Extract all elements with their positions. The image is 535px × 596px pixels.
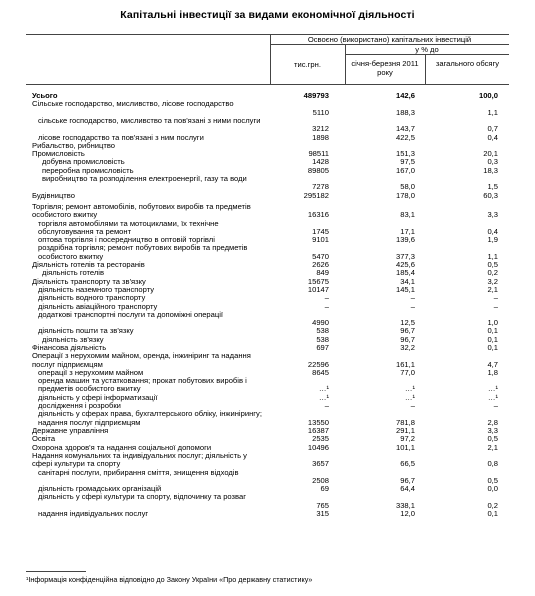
row-label: дослідження і розробки bbox=[38, 401, 121, 411]
row-value-c3: 3,3 bbox=[487, 210, 498, 220]
row-value-c3: 2,1 bbox=[487, 284, 498, 294]
row-value-c1: 538 bbox=[316, 334, 329, 344]
row-value-c2: 291,1 bbox=[395, 426, 415, 435]
table-row bbox=[32, 192, 510, 200]
row-value-c2: 145,1 bbox=[395, 284, 415, 294]
table-row bbox=[32, 469, 510, 486]
row-label: Фінансова діяльність bbox=[32, 343, 107, 352]
row-value-c2: 83,1 bbox=[400, 210, 415, 220]
row-value-c1: 22596 bbox=[307, 359, 329, 369]
row-value-c3: 0,2 bbox=[487, 268, 498, 278]
row-label: оренда машин та устатковання; прокат побутових виробів і предметів особистого вжитку bbox=[38, 376, 247, 394]
row-value-c1: – bbox=[324, 401, 329, 411]
row-value-c2: 64,4 bbox=[400, 484, 415, 494]
row-value-c2: 151,3 bbox=[395, 149, 415, 159]
row-value-c3: …¹ bbox=[487, 392, 498, 402]
row-label: роздрібна торгівля; ремонт побутових виробів та предметів особистого вжитку bbox=[38, 243, 248, 261]
row-label: Рибальство, рибництво bbox=[32, 140, 116, 150]
row-value-c2: 17,1 bbox=[400, 226, 415, 236]
row-value-c2: 185,4 bbox=[395, 268, 415, 278]
row-value-c3: 1,5 bbox=[487, 182, 498, 192]
row-value-c2: 167,0 bbox=[395, 165, 415, 175]
row-value-c3: 2,1 bbox=[487, 442, 498, 452]
row-label: діяльність авіаційного транспорту bbox=[38, 301, 158, 311]
table-row bbox=[32, 244, 510, 261]
row-label: виробництво та розподілення електроенергії, газу та води bbox=[42, 174, 247, 183]
row-label: діяльність пошти та зв'язку bbox=[38, 326, 134, 336]
row-value-c3: 0,1 bbox=[487, 334, 498, 344]
row-value-c2: 12,5 bbox=[400, 318, 415, 328]
row-value-c3: 1,1 bbox=[487, 107, 498, 117]
row-value-c2: 188,3 bbox=[395, 107, 415, 117]
row-value-c2: 142,6 bbox=[395, 91, 415, 100]
row-value-c1: 1898 bbox=[312, 132, 329, 142]
row-value-c1: 489793 bbox=[303, 91, 329, 100]
row-value-c1: 315 bbox=[316, 509, 329, 518]
row-value-c2: 32,2 bbox=[400, 343, 415, 352]
row-label: операції з нерухомим майном bbox=[38, 367, 144, 377]
row-label: Діяльність транспорту та зв'язку bbox=[32, 276, 146, 286]
row-label: Надання комунальних та індивідуальних послуг; діяльність у сфері культури та спорту bbox=[32, 450, 247, 469]
row-value-c1: – bbox=[324, 293, 329, 303]
row-value-c3: 1,9 bbox=[487, 235, 498, 245]
row-label: переробна промисловість bbox=[42, 165, 134, 175]
table-row bbox=[32, 142, 510, 150]
row-label: Операції з нерухомим майном, оренда, інжиніринг та надання послуг підприємцям bbox=[32, 351, 251, 369]
row-value-c2: 161,1 bbox=[395, 359, 415, 369]
table-row bbox=[32, 352, 510, 369]
row-value-c1: 10147 bbox=[307, 284, 329, 294]
table-row bbox=[32, 452, 510, 469]
row-value-c3: 1,1 bbox=[487, 251, 498, 261]
row-value-c2: 96,7 bbox=[400, 334, 415, 344]
header-col3: загального обсягу bbox=[435, 59, 500, 68]
row-label: діяльність готелів bbox=[42, 268, 105, 278]
row-label: надання індивідуальних послуг bbox=[38, 509, 149, 518]
row-label: діяльність у сфері культури та спорту, відпочинку та розваг bbox=[38, 492, 246, 502]
row-value-c2: 12,0 bbox=[400, 509, 415, 518]
row-value-c1: 2535 bbox=[312, 434, 329, 444]
row-label: діяльність у сферах права, бухгалтерського обліку, інжинірингу; надання послуг підприємцям bbox=[38, 409, 262, 427]
row-label: Охорона здоров'я та надання соціальної допомоги bbox=[32, 442, 212, 452]
row-value-c3: 0,7 bbox=[487, 124, 498, 134]
header-group: Освоєно (використано) капітальних інвестицій bbox=[307, 35, 472, 44]
row-value-c3: 0,4 bbox=[487, 226, 498, 236]
row-label: додаткові транспортні послуги та допоміжні операції bbox=[38, 309, 224, 319]
row-value-c2: …¹ bbox=[404, 384, 415, 394]
row-value-c2: 77,0 bbox=[400, 367, 415, 377]
row-value-c3: – bbox=[493, 293, 498, 303]
header-pct-rule bbox=[345, 54, 509, 55]
row-value-c2: 96,7 bbox=[400, 475, 415, 485]
row-value-c1: 16316 bbox=[307, 210, 329, 220]
row-value-c3: – bbox=[493, 401, 498, 411]
table-row bbox=[32, 100, 510, 117]
row-value-c2: 338,1 bbox=[395, 500, 415, 510]
row-label: діяльність наземного транспорту bbox=[38, 284, 155, 294]
row-value-c3: 20,1 bbox=[483, 149, 498, 159]
row-value-c3: 0,4 bbox=[487, 132, 498, 142]
row-value-c1: 10496 bbox=[307, 442, 329, 452]
row-value-c2: 143,7 bbox=[395, 124, 415, 134]
row-value-c1: 1428 bbox=[312, 157, 329, 167]
row-value-c3: 0,5 bbox=[487, 475, 498, 485]
row-value-c3: 0,5 bbox=[487, 260, 498, 269]
row-value-c1: …¹ bbox=[318, 392, 329, 402]
row-value-c1: 5470 bbox=[312, 251, 329, 261]
table-row bbox=[32, 117, 510, 134]
row-value-c3: 1,0 bbox=[487, 318, 498, 328]
row-value-c1: 3212 bbox=[312, 124, 329, 134]
row-value-c3: 0,8 bbox=[487, 459, 498, 469]
row-value-c2: …¹ bbox=[404, 392, 415, 402]
row-value-c2: 139,6 bbox=[395, 235, 415, 245]
row-label: торгівля автомобілями та мотоциклами, їх технічне обслуговування та ремонт bbox=[38, 218, 219, 236]
row-value-c1: 98511 bbox=[308, 149, 329, 159]
table-row bbox=[32, 377, 510, 394]
row-value-c1: 1745 bbox=[312, 226, 329, 236]
row-value-c2: 422,5 bbox=[395, 132, 415, 142]
header-pct: у % до bbox=[415, 45, 439, 54]
row-value-c2: 101,1 bbox=[395, 442, 415, 452]
page-title: Капітальні інвестиції за видами економічної діяльності bbox=[120, 9, 415, 21]
row-value-c3: 100,0 bbox=[478, 91, 498, 100]
row-value-c3: 18,3 bbox=[483, 165, 498, 175]
row-label: Будівництво bbox=[32, 190, 75, 200]
header-col1: тис.грн. bbox=[294, 60, 321, 69]
row-value-c3: 3,2 bbox=[487, 276, 498, 286]
row-label: діяльність зв'язку bbox=[42, 334, 104, 344]
row-value-c1: 9101 bbox=[312, 235, 329, 245]
row-value-c1: 16387 bbox=[307, 426, 329, 435]
row-label: Державне управління bbox=[32, 426, 109, 435]
row-label: Діяльність готелів та ресторанів bbox=[32, 260, 145, 269]
row-value-c2: 97,5 bbox=[400, 157, 415, 167]
row-value-c3: 0,3 bbox=[487, 157, 498, 167]
table-row bbox=[32, 311, 510, 328]
row-value-c2: 34,1 bbox=[400, 276, 415, 286]
row-value-c1: 765 bbox=[316, 500, 329, 510]
row-value-c1: 2626 bbox=[312, 260, 329, 269]
table-row bbox=[32, 175, 510, 192]
header-vline-right bbox=[425, 54, 426, 84]
row-value-c2: – bbox=[410, 293, 415, 303]
footnote: ¹Інформація конфіденційна відповідно до Закону України «Про державну статистику» bbox=[26, 575, 313, 584]
row-value-c1: 697 bbox=[316, 343, 329, 352]
row-label: Освіта bbox=[32, 434, 56, 444]
row-value-c3: 0,0 bbox=[487, 484, 498, 494]
row-value-c3: 0,1 bbox=[487, 326, 498, 336]
row-label: діяльність водного транспорту bbox=[38, 293, 146, 303]
row-value-c1: 3657 bbox=[312, 459, 329, 469]
row-value-c2: – bbox=[410, 301, 415, 311]
row-label: Торгівля; ремонт автомобілів, побутових виробів та предметів особистого вжитку bbox=[32, 201, 251, 220]
row-value-c1: 7278 bbox=[312, 182, 329, 192]
row-label: сільське господарство, мисливство та пов'язані з ними послуги bbox=[38, 115, 261, 125]
row-value-c3: 1,8 bbox=[487, 367, 498, 377]
row-label: діяльність громадських організацій bbox=[38, 484, 162, 494]
row-value-c1: 15675 bbox=[307, 276, 329, 286]
row-label: оптова торгівля і посередництво в оптовій торгівлі bbox=[38, 235, 215, 245]
row-value-c2: 781,8 bbox=[395, 417, 415, 427]
table-row bbox=[32, 427, 510, 435]
row-value-c1: 538 bbox=[316, 326, 329, 336]
row-value-c1: 8645 bbox=[312, 367, 329, 377]
table-row bbox=[32, 510, 510, 518]
row-label: Сільське господарство, мисливство, лісове господарство bbox=[32, 99, 234, 109]
row-value-c3: 60,3 bbox=[483, 190, 498, 200]
row-value-c3: 4,7 bbox=[487, 359, 498, 369]
row-value-c3: – bbox=[493, 301, 498, 311]
row-value-c2: 96,7 bbox=[400, 326, 415, 336]
table-row bbox=[32, 410, 510, 427]
header-col2: січня-березня 2011 року bbox=[351, 59, 419, 77]
row-value-c1: 4990 bbox=[312, 318, 329, 328]
row-value-c3: 0,2 bbox=[487, 500, 498, 510]
table-row bbox=[32, 203, 510, 220]
row-label: добувна промисловість bbox=[42, 157, 125, 167]
header-bottom-rule bbox=[26, 84, 509, 85]
row-value-c1: 89805 bbox=[307, 165, 329, 175]
row-value-c1: 2508 bbox=[312, 475, 329, 485]
row-value-c1: 5110 bbox=[312, 107, 329, 117]
row-value-c2: 425,6 bbox=[395, 260, 415, 269]
row-value-c3: …¹ bbox=[487, 384, 498, 394]
row-label: Промисловість bbox=[32, 149, 85, 159]
row-value-c1: …¹ bbox=[318, 384, 329, 394]
table-row bbox=[32, 493, 510, 510]
row-value-c2: 97,2 bbox=[400, 434, 415, 444]
row-value-c3: 0,1 bbox=[487, 509, 498, 518]
row-value-c1: 69 bbox=[320, 484, 329, 494]
row-value-c2: 66,5 bbox=[400, 459, 415, 469]
row-value-c3: 0,5 bbox=[487, 434, 498, 444]
row-value-c1: – bbox=[324, 301, 329, 311]
row-label: лісове господарство та пов'язані з ним послуги bbox=[38, 132, 204, 142]
row-value-c2: 178,0 bbox=[395, 190, 415, 200]
row-value-c2: 377,3 bbox=[395, 251, 415, 261]
row-label: діяльність у сфері інформатизації bbox=[38, 392, 158, 402]
row-value-c1: 13550 bbox=[307, 417, 329, 427]
table-row bbox=[32, 220, 510, 237]
footnote-rule bbox=[26, 571, 86, 572]
row-value-c3: 2,8 bbox=[487, 417, 498, 427]
row-label: санітарні послуги, прибирання сміття, знищення відходів bbox=[38, 467, 239, 477]
row-value-c2: 58,0 bbox=[400, 182, 415, 192]
row-value-c3: 3,3 bbox=[487, 426, 498, 435]
row-value-c3: 0,1 bbox=[487, 343, 498, 352]
row-value-c1: 849 bbox=[316, 268, 329, 278]
row-value-c1: 295182 bbox=[303, 190, 329, 200]
row-value-c2: – bbox=[410, 401, 415, 411]
row-label: Усього bbox=[32, 91, 58, 100]
